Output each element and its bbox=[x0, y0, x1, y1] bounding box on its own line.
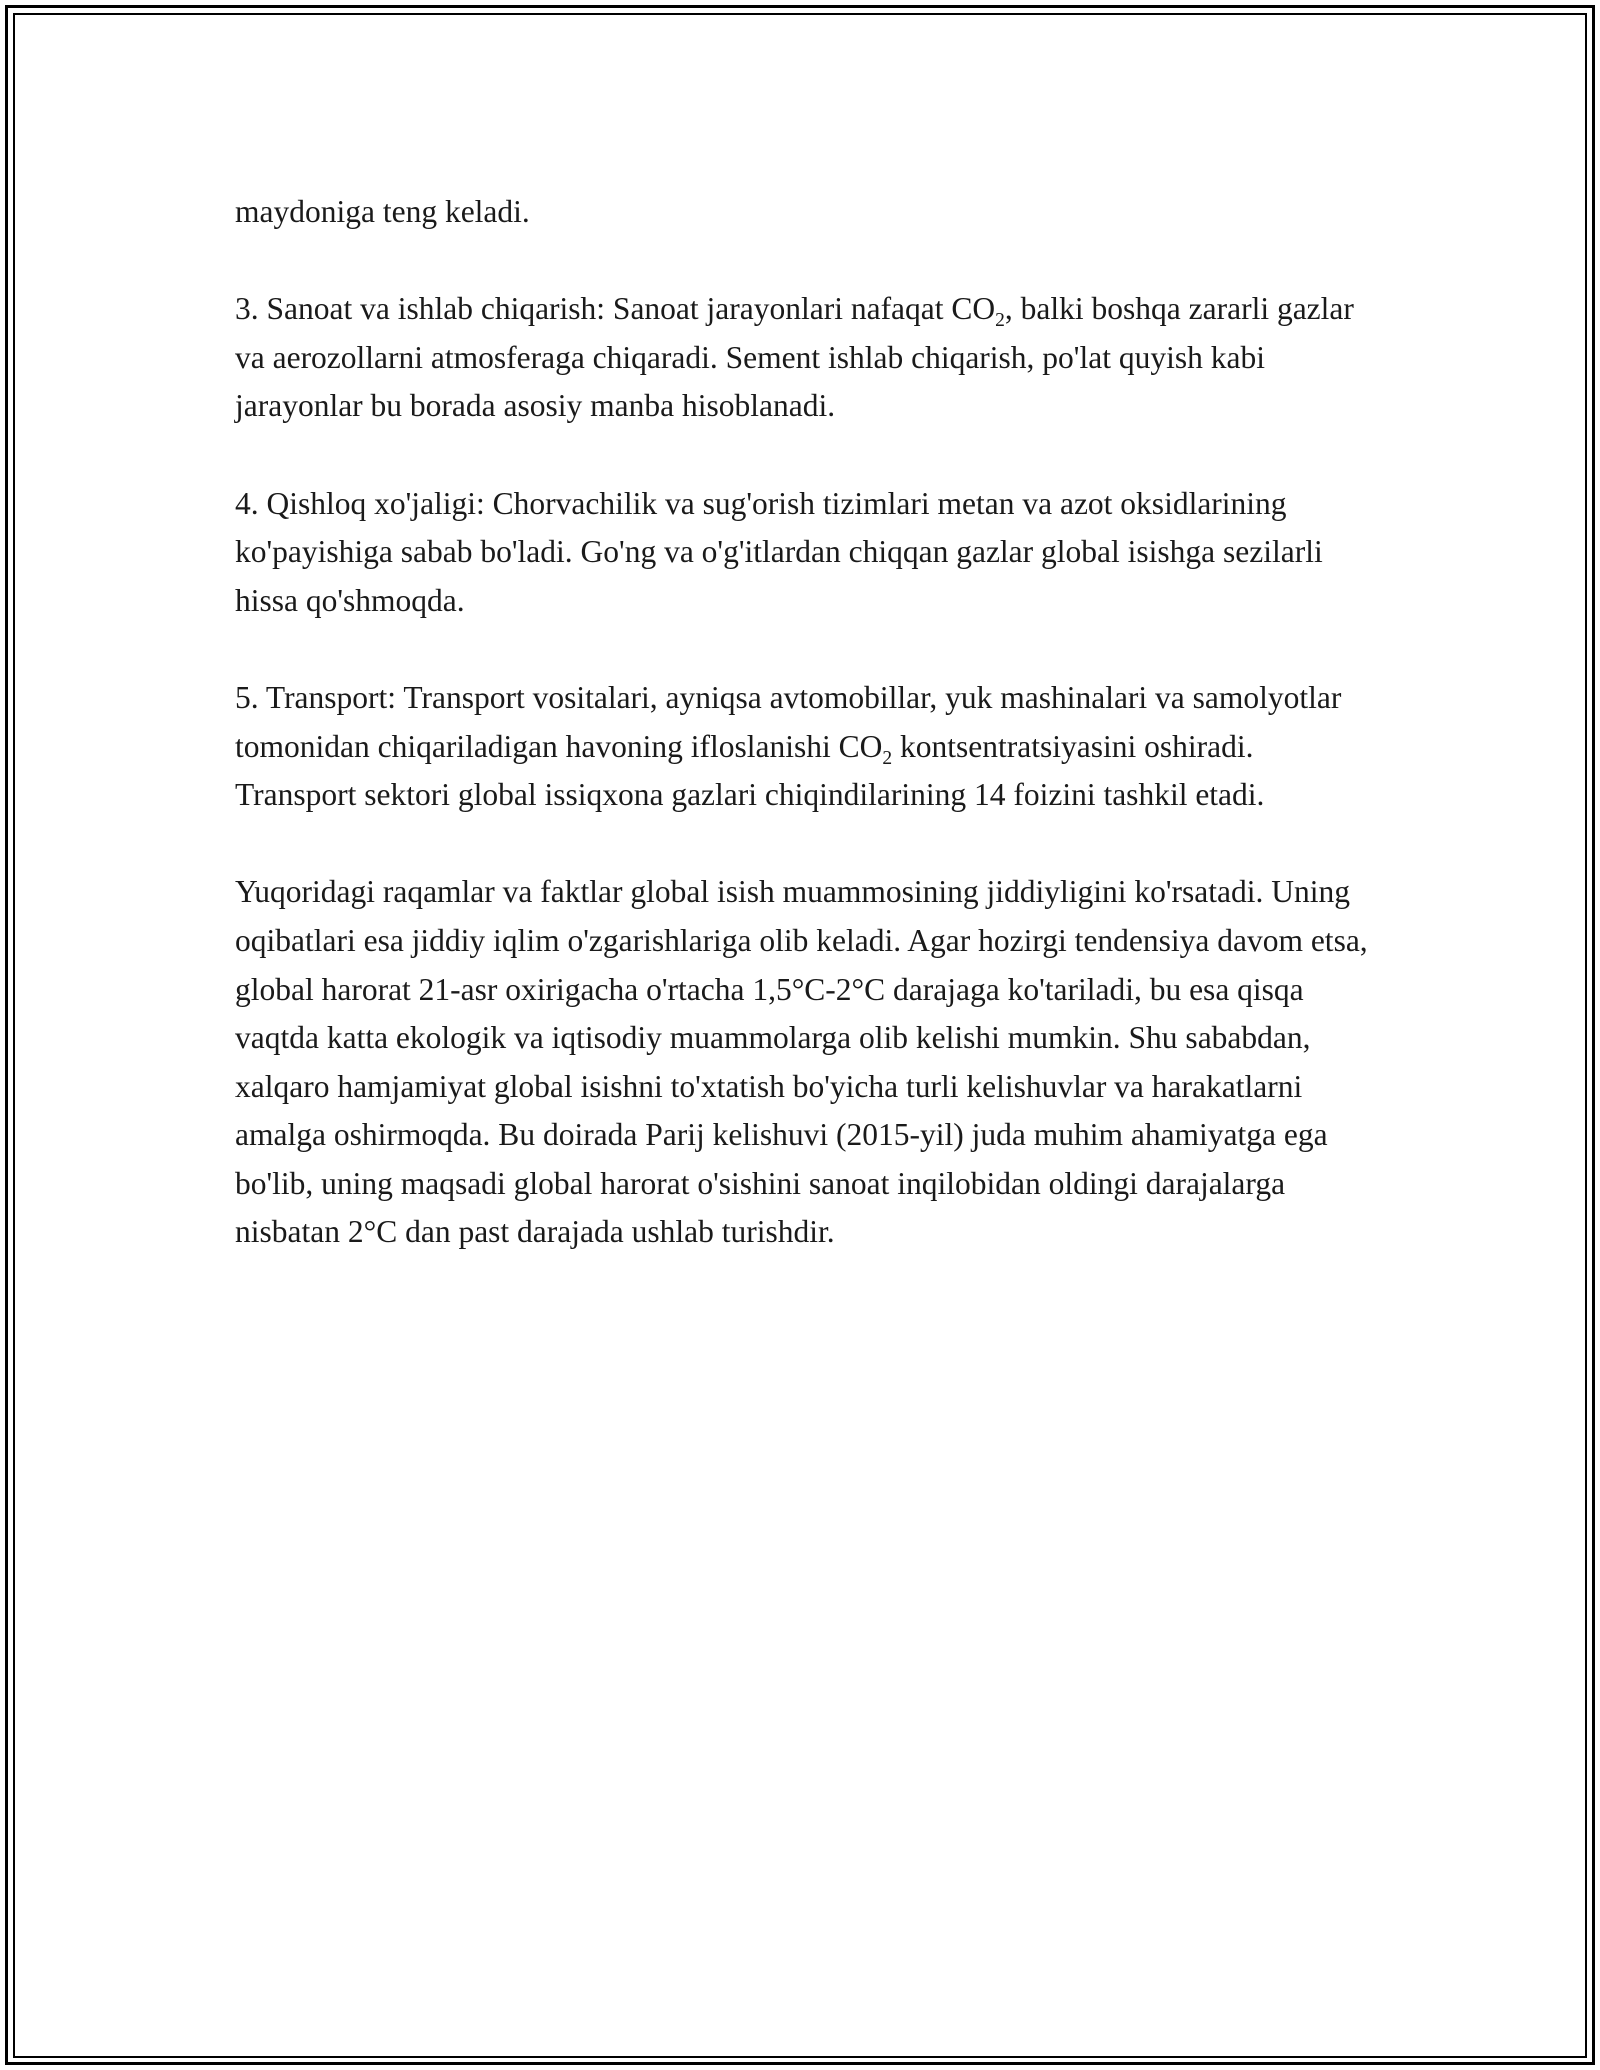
subscript: 2 bbox=[882, 747, 893, 769]
paragraph-text: kontsentratsiyasini oshiradi. Transport sektori global issiqxona gazlari chiqindilarining 14 foizini tashkil etadi. bbox=[235, 728, 1265, 813]
paragraph-text: 4. Qishloq xo'jaligi: Chorvachilik va sug'orish tizimlari metan va azot oksidlarining ko'payishiga sabab bo'ladi. Go'ng va o'g'itlardan chiqqan gazlar global isishga sezilarli hissa qo'shmoqda. bbox=[235, 485, 1323, 618]
document-body bbox=[235, 188, 1375, 1257]
paragraph-transport bbox=[235, 674, 1375, 820]
paragraph-continuation bbox=[235, 188, 1375, 237]
paragraph-text: , balki boshqa zararli gazlar va aerozollarni atmosferaga chiqaradi. Sement ishlab chiqarish, po'lat quyish kabi jarayonlar bu borada asosiy manba hisoblanadi. bbox=[235, 291, 1354, 424]
paragraph-industry bbox=[235, 285, 1375, 431]
paragraph-text: 3. Sanoat va ishlab chiqarish: Sanoat jarayonlari nafaqat CO bbox=[235, 291, 996, 327]
paragraph-text: 5. Transport: Transport vositalari, ayniqsa avtomobillar, yuk mashinalari va samolyotlar tomonidan chiqariladigan havoning ifloslanishi CO bbox=[235, 679, 1342, 764]
paragraph-text: Yuqoridagi raqamlar va faktlar global isish muammosining jiddiyligini ko'rsatadi. Uning oqibatlari esa jiddiy iqlim o'zgarishlariga olib keladi. Agar hozirgi tendensiya davom etsa, global harorat 21-asr oxirigacha o'rtacha 1,5°C-2°C darajaga ko'tariladi, bu esa qisqa vaqtda katta ekologik va iqtisodiy muammolarga olib kelishi mumkin. Shu sababdan, xalqaro hamjamiyat global isishni to'xtatish bo'yicha turli kelishuvlar va harakatlarni amalga oshirmoqda. Bu doirada Parij kelishuvi (2015-yil) juda muhim ahamiyatga ega bo'lib, uning maqsadi global harorat o'sishini sanoat inqilobidan oldingi darajalarga nisbatan 2°C dan past darajada ushlab turishdir. bbox=[235, 874, 1368, 1250]
paragraph-agriculture bbox=[235, 480, 1375, 626]
paragraph-conclusion bbox=[235, 868, 1375, 1257]
subscript: 2 bbox=[995, 310, 1005, 332]
paragraph-text: maydoniga teng keladi. bbox=[235, 194, 530, 229]
